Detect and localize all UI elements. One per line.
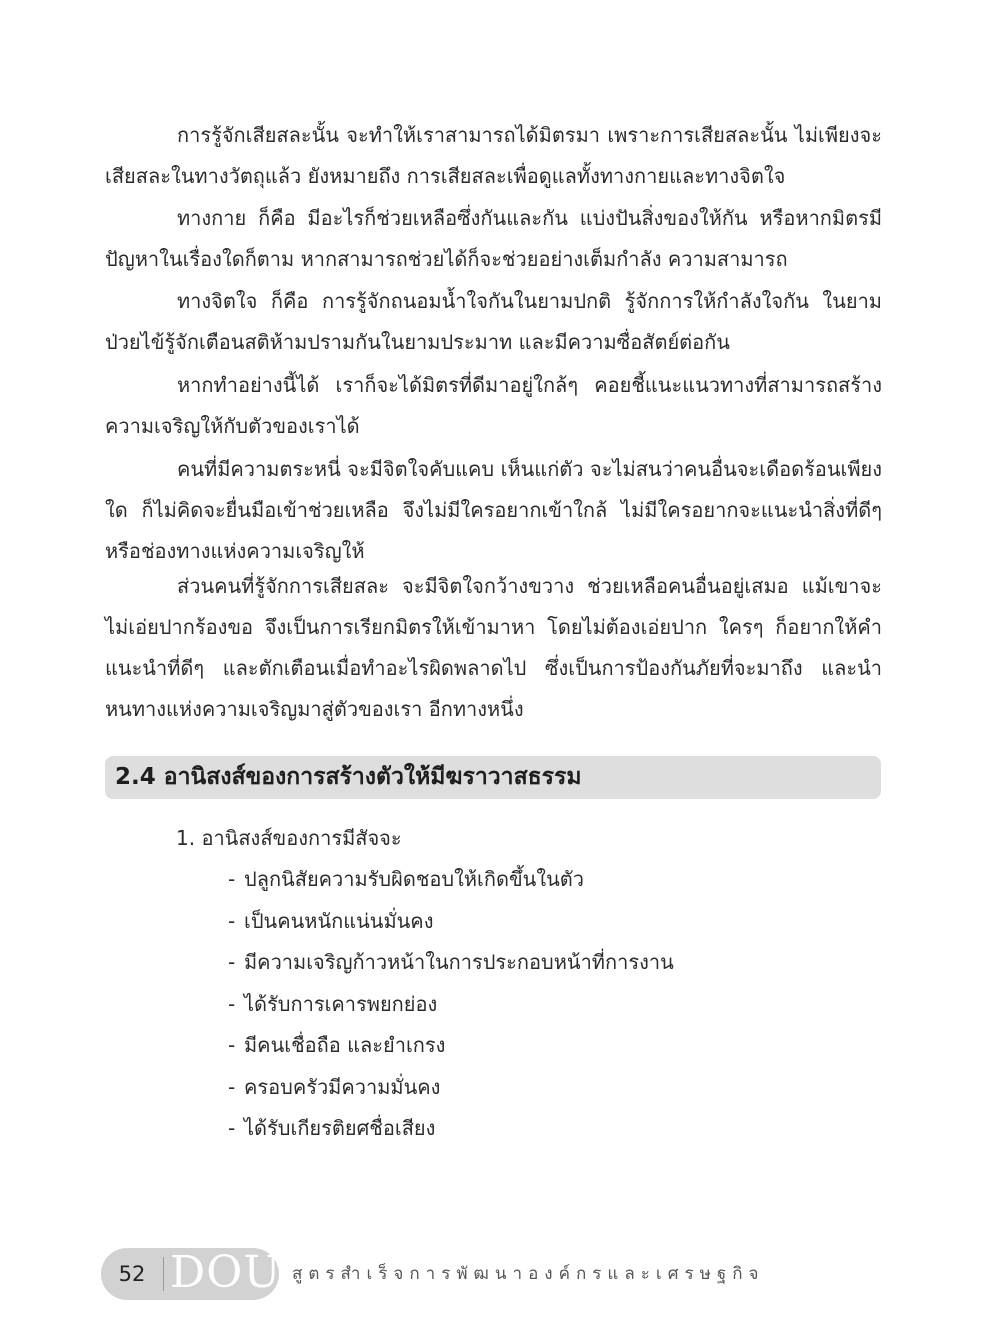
bullet-dash: - [228, 1033, 236, 1057]
paragraph-1: การรู้จักเสียสละนั้น จะทำให้เราสามารถได้มิตรมา เพราะการเสียสละนั้น ไม่เพียงจะเสียสละในทางวัตถุแล้ว ยังหมายถึง การเสียสละเพื่อดูแลทั้งทางกายและทางจิตใจ [105, 123, 882, 188]
paragraph-6: ส่วนคนที่รู้จักการเสียสละ จะมีจิตใจกว้างขวาง ช่วยเหลือคนอื่นอยู่เสมอ แม้เขาจะไม่เอ่ยปากร้องขอ จึงเป็นการเรียกมิตรให้เข้ามาหา โดยไม่ต้องเอ่ยปาก ใครๆ ก็อยากให้คำแนะนำที่ดีๆ และตักเตือนเมื่อทำอะไรผิดพลาดไป ซึ่งเป็นการป้องกันภัยที่จะมาถึง และนำหนทางแห่งความเจริญมาสู่ตัวของเรา อีกทางหนึ่ง [105, 574, 882, 721]
bullet-dash: - [228, 1116, 236, 1140]
list-item: - เป็นคนหนักแน่นมั่นคง [228, 901, 674, 943]
list-item: - มีคนเชื่อถือ และยำเกรง [228, 1025, 674, 1067]
section-heading: 2.4 อานิสงส์ของการสร้างตัวให้มีฆราวาสธรรม [105, 756, 881, 799]
bullet-dash: - [228, 950, 236, 974]
bullet-dash: - [228, 991, 236, 1016]
bullet-dash: - [228, 867, 236, 891]
list-item: - ได้รับเกียรติยศชื่อเสียง [228, 1108, 674, 1150]
paragraph-4: หากทำอย่างนี้ได้ เราก็จะได้มิตรที่ดีมาอยู่ใกล้ๆ คอยชี้แนะแนวทางที่สามารถสร้างความเจริญให้กับตัวของเราได้ [105, 373, 882, 438]
paragraph-3: ทางจิตใจ ก็คือ การรู้จักถนอมน้ำใจกันในยามปกติ รู้จักการให้กำลังใจกัน ในยามป่วยไข้รู้จักเตือนสติห้ามปรามกันในยามประมาท และมีความซื่อสัตย์ต่อกัน [105, 289, 882, 354]
book-title: สูตรสำเร็จการพัฒนาองค์กรและเศรษฐกิจ [292, 1264, 765, 1284]
subsection-heading: 1. อานิสงส์ของการมีสัจจะ [176, 826, 402, 850]
list-item: - ได้รับการเคารพยกย่อง [228, 984, 674, 1026]
list-item: - ปลูกนิสัยความรับผิดชอบให้เกิดขึ้นในตัว [228, 859, 674, 901]
bullet-dash: - [228, 908, 236, 933]
benefit-list [228, 859, 674, 1150]
paragraph-5: คนที่มีความตระหนี่ จะมีจิตใจคับแคบ เห็นแก่ตัว จะไม่สนว่าคนอื่นจะเดือดร้อนเพียงใด ก็ไม่คิดจะยื่นมือเข้าช่วยเหลือ จึงไม่มีใครอยากเข้าใกล้ ไม่มีใครอยากจะแนะนำสิ่งที่ดีๆ หรือช่องทางแห่งความเจริญให้ [105, 457, 882, 563]
list-item: - มีความเจริญก้าวหน้าในการประกอบหน้าที่การงาน [228, 942, 674, 984]
bullet-dash: - [228, 1074, 236, 1099]
list-item: - ครอบครัวมีความมั่นคง [228, 1067, 674, 1109]
dou-logo: DOU [170, 1247, 282, 1298]
footer-divider [163, 1257, 164, 1291]
paragraph-2: ทางกาย ก็คือ มีอะไรก็ช่วยเหลือซึ่งกันและกัน แบ่งปันสิ่งของให้กัน หรือหากมิตรมีปัญหาในเรื่องใดก็ตาม หากสามารถช่วยได้ก็จะช่วยอย่างเต็มกำลัง ความสามารถ [105, 206, 882, 271]
page-number: 52 [118, 1262, 146, 1286]
